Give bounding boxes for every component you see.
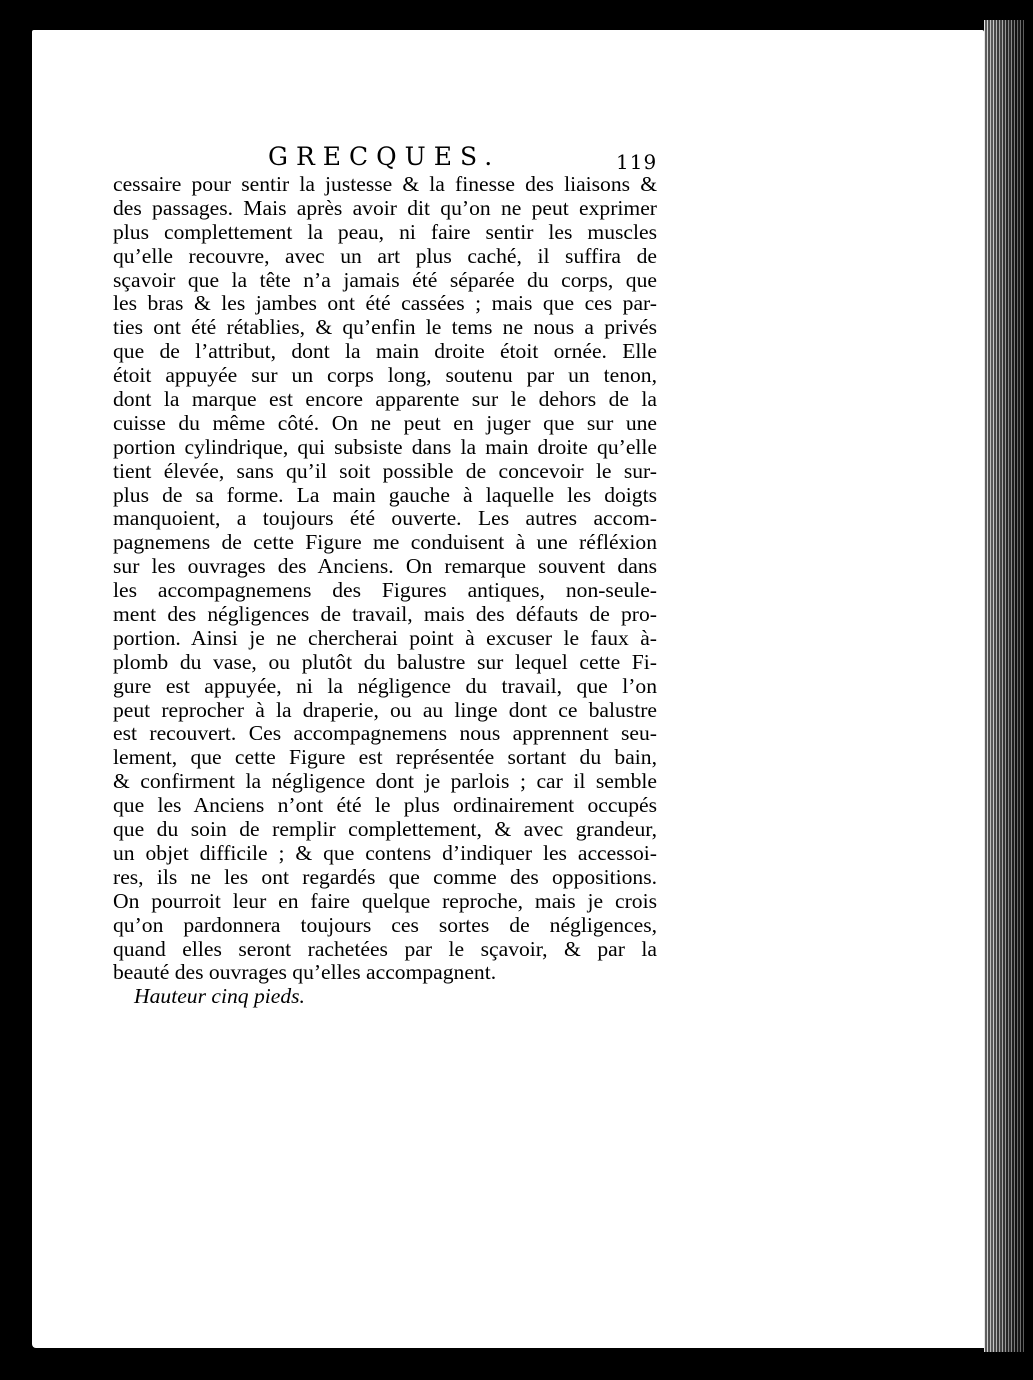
text-line: ment des négligences de travail, mais des défauts de pro-	[113, 602, 657, 627]
text-line: plus complettement la peau, ni faire sentir les muscles	[113, 219, 657, 244]
text-line: portion cylindrique, qui subsiste dans la main droite qu’elle	[113, 434, 657, 459]
text-line: les bras & les jambes ont été cassées ; mais que ces par-	[113, 291, 657, 316]
body-text	[113, 173, 657, 1009]
text-line: portion. Ainsi je ne chercherai point à excuser le faux à-	[113, 625, 657, 650]
text-line: les accompagnemens des Figures antiques, non-seule-	[113, 578, 657, 603]
text-line: que les Anciens n’ont été le plus ordinairement occupés	[113, 793, 657, 818]
text-line: peut reprocher à la draperie, ou au linge dont ce balustre	[113, 697, 657, 722]
text-line: des passages. Mais après avoir dit qu’on ne peut exprimer	[113, 195, 657, 220]
text-line: sur les ouvrages des Anciens. On remarque souvent dans	[113, 554, 657, 579]
running-head: GRECQUES.	[268, 142, 501, 171]
text-line: que de l’attribut, dont la main droite étoit ornée. Elle	[113, 339, 657, 364]
page-number: 119	[616, 150, 658, 174]
text-line: ties ont été rétablies, & qu’enfin le tems ne nous a privés	[113, 315, 657, 340]
text-line: gure est appuyée, ni la négligence du travail, que l’on	[113, 673, 657, 698]
text-line: est recouvert. Ces accompagnemens nous apprennent seu-	[113, 721, 657, 746]
text-line: dont la marque est encore apparente sur le dehors de la	[113, 387, 657, 412]
text-line: que du soin de remplir complettement, & avec grandeur,	[113, 817, 657, 842]
book-page-edges-shadow	[984, 20, 1024, 1352]
text-line: étoit appuyée sur un corps long, soutenu par un tenon,	[113, 363, 657, 388]
text-line: pagnemens de cette Figure me conduisent à une réfléxion	[113, 530, 657, 555]
text-line: res, ils ne les ont regardés que comme des oppositions.	[113, 864, 657, 889]
text-line: quand elles seront rachetées par le sçavoir, & par la	[113, 936, 657, 961]
text-line: tient élevée, sans qu’il soit possible de concevoir le sur-	[113, 458, 657, 483]
text-line: qu’on pardonnera toujours ces sortes de négligences,	[113, 912, 657, 937]
text-line: cuisse du même côté. On ne peut en juger que sur une	[113, 410, 657, 435]
text-line: un objet difficile ; & que contens d’indiquer les accessoi-	[113, 840, 657, 865]
text-line: cessaire pour sentir la justesse & la finesse des liaisons &	[113, 172, 657, 196]
text-line: sçavoir que la tête n’a jamais été séparée du corps, que	[113, 267, 657, 292]
measurement-note: Hauteur cinq pieds.	[134, 984, 305, 1009]
text-line: On pourroit leur en faire quelque reproche, mais je crois	[113, 888, 657, 913]
text-line: lement, que cette Figure est représentée sortant du bain,	[113, 745, 657, 770]
text-line-last: beauté des ouvrages qu’elles accompagnent.	[113, 960, 497, 985]
text-line: qu’elle recouvre, avec un art plus caché, il suffira de	[113, 243, 657, 268]
text-line: manquoient, a toujours été ouverte. Les autres accom-	[113, 506, 657, 531]
text-line: & confirment la négligence dont je parlois ; car il semble	[113, 769, 657, 794]
text-line: plus de sa forme. La main gauche à laquelle les doigts	[113, 482, 657, 507]
text-line: plomb du vase, ou plutôt du balustre sur lequel cette Fi-	[113, 649, 657, 674]
